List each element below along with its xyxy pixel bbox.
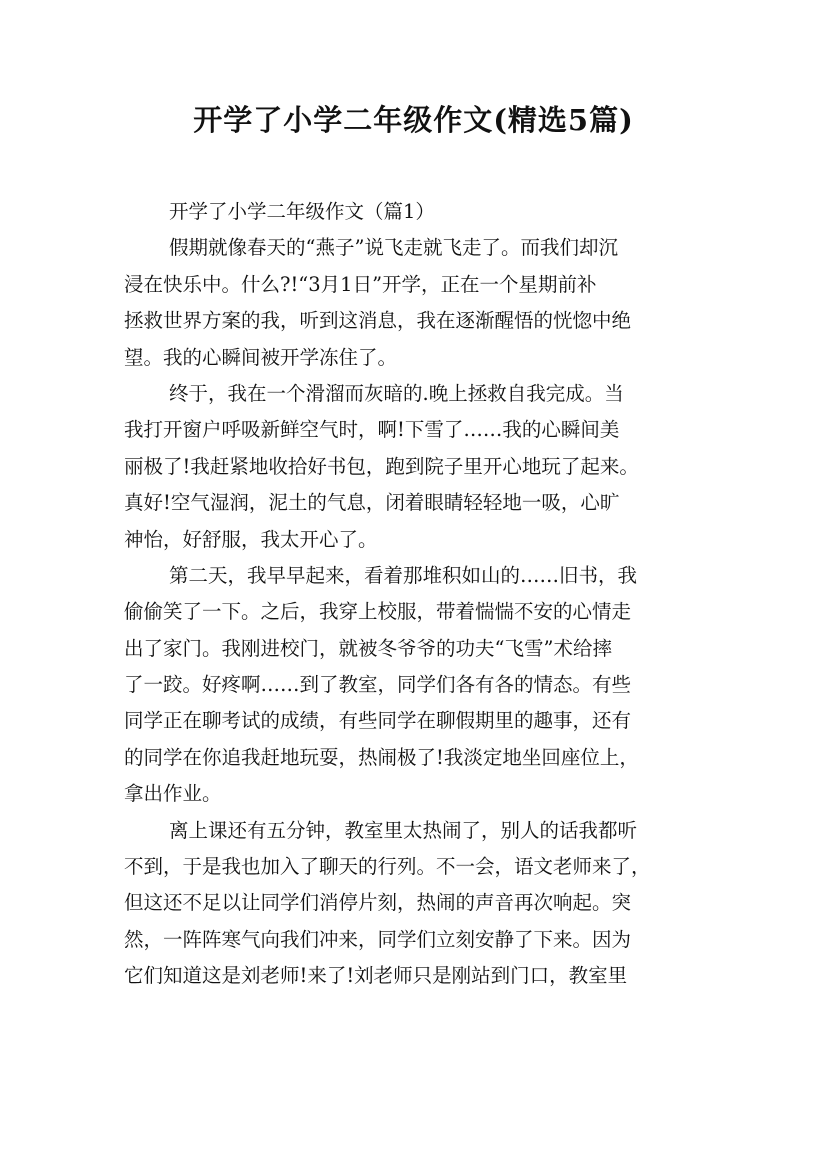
text-line: 不到，于是我也加入了聊天的行列。不一会，语文老师来了， xyxy=(124,855,651,879)
text-line: 出了家门。我刚进校门，就被冬爷爷的功夫“飞雪”术给摔 xyxy=(124,636,612,660)
text-line: 拯救世界方案的我，听到这消息，我在逐渐醒悟的恍惚中绝 xyxy=(124,309,632,333)
document-title: 开学了小学二年级作文(精选5篇) xyxy=(193,103,634,137)
text-line: 同学正在聊考试的成绩，有些同学在聊假期里的趣事，还有 xyxy=(124,709,632,733)
text-line: 偷偷笑了一下。之后，我穿上校服，带着惴惴不安的心情走 xyxy=(124,600,632,624)
text-line: 了一跤。好疼啊……到了教室，同学们各有各的情态。有些 xyxy=(124,673,632,697)
text-line: 它们知道这是刘老师!来了!刘老师只是刚站到门口，教室里 xyxy=(124,964,628,988)
text-line: 我打开窗户呼吸新鲜空气时，啊!下雪了……我的心瞬间美 xyxy=(124,418,620,442)
text-line: 拿出作业。 xyxy=(124,782,222,806)
text-line: 第二天，我早早起来，看着那堆积如山的……旧书，我 xyxy=(169,563,638,587)
text-line: 真好!空气湿润，泥土的气息，闭着眼睛轻轻地一吸，心旷 xyxy=(124,491,620,515)
text-line: 终于，我在一个滑溜而灰暗的.晚上拯救自我完成。当 xyxy=(169,381,624,405)
text-line: 假期就像春天的“燕子”说飞走就飞走了。而我们却沉 xyxy=(169,236,618,260)
text-line: 浸在快乐中。什么?!“3月1日”开学，正在一个星期前补 xyxy=(124,272,597,296)
text-line: 丽极了!我赶紧地收拾好书包，跑到院子里开心地玩了起来。 xyxy=(124,454,639,478)
text-line: 神怡，好舒服，我太开心了。 xyxy=(124,527,378,551)
text-line: 然，一阵阵寒气向我们冲来，同学们立刻安静了下来。因为 xyxy=(124,927,632,951)
text-line: 离上课还有五分钟，教室里太热闹了，别人的话我都听 xyxy=(169,818,638,842)
document-body xyxy=(124,194,720,995)
section-heading: 开学了小学二年级作文（篇1） xyxy=(169,200,435,223)
text-line: 望。我的心瞬间被开学冻住了。 xyxy=(124,345,398,369)
text-line: 的同学在你追我赶地玩耍，热闹极了!我淡定地坐回座位上， xyxy=(124,745,639,769)
text-line: 但这还不足以让同学们消停片刻，热闹的声音再次响起。突 xyxy=(124,891,632,915)
